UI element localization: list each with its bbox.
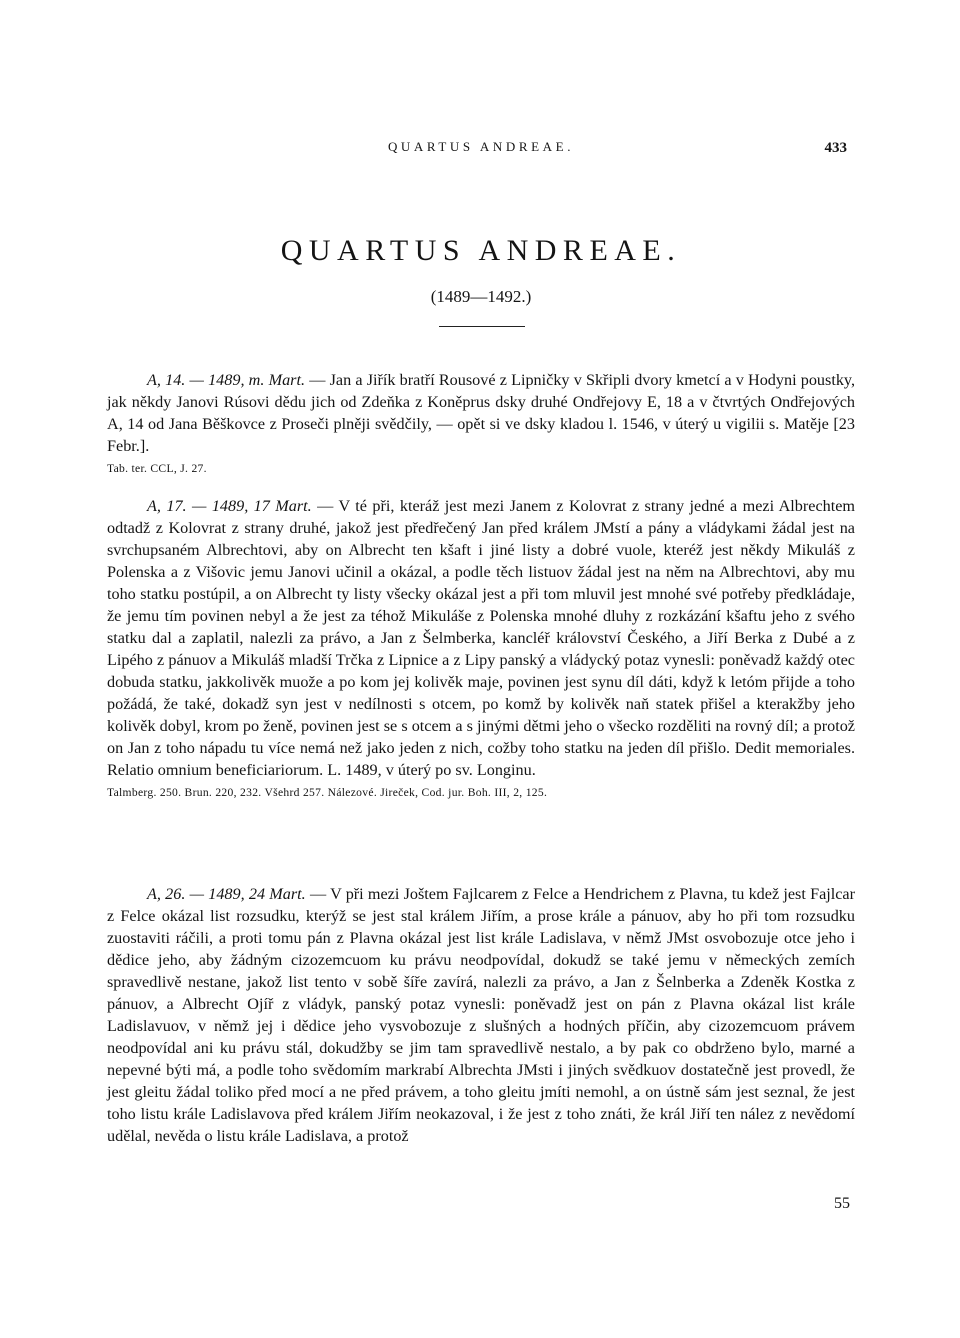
entry-date: A, 26. — 1489, 24 Mart.	[147, 885, 306, 903]
running-head	[107, 139, 855, 159]
entry-paragraph	[107, 495, 855, 781]
entry-paragraph	[107, 883, 855, 1147]
page-number: 433	[824, 140, 847, 156]
entry-text: — Jan a Jiřík bratří Rousové z Lipničky v Skřipli dvory kmetcí a v Hodyni poustky, jak někdy Janovi Rúsovi dědu jich od Zdeňka z Koněprus dsky druhé Ondřejovy E, 18 a v čtvrtých Ondřejových A, 14 od Jana Běškovce z Proseči plněji svědčily, — opět si ve dsky kladou l. 1546, v úterý u vigilii s. Matěje [23 Febr.].	[107, 371, 856, 455]
document-page	[107, 0, 855, 1338]
record-entry	[107, 883, 855, 1147]
entry-date: A, 17. — 1489, 17 Mart.	[147, 497, 312, 515]
record-entry	[107, 369, 855, 477]
entry-text: — V té při, kteráž jest mezi Janem z Kolovrat z strany jedné a mezi Albrechtem odtadž z Kolovrat z strany druhé, jakož jest předřečený Jan před králem JMstí a pány a vládykami žádal jest na svrchupsaném Albrechtovi, aby on Albrecht ten kšaft i jiné listy a dobré vuole, kteréž jest někdy Mikuláš z Polenska a z Višovic jemu Janovi učinil a okázal, a podle těch listuov žádal jest na něm na Albrechtovi, aby mu toho statku postúpil, a on Albrecht ty listy všecky okázal jest a při tom mluvil jest mnohé své potřeby předkládaje, že jemu tím povinen nebyl a že jest za téhož Mikuláše z Polenska mnohé dluhy z rozkázání kšaftu jeho z svého statku dal a zaplatil, nalezli za právo, a Jan z Šelmberka, kancléř království Českého, a Jiří Berka z Dubé a z Lipého z pánuov a Mikuláš mladší Trčka z Lipnice a z Lipy panský a vládycký potaz vynesli: poněvadž každý otec dobuda statku, jakkolivěk muože a po kom jej kolivěk maje, povinen jest synu díl dáti, když k letóm přijde a toho požádá, že také, dokadž syn jest v nedílnosti s otcem, po komž by kolivěk naň statek přišel a kterakžby jeho kolivěk dobyl, krom po ženě, povinen jest se s otcem a s jinými dětmi jeho o všecko rozděliti na rovný díl; a protož on Jan z toho nápadu tu více nemá než jako jeden z nich, cožby toho statku na jeden díl přišlo. Dedit memoriales. Relatio omnium beneficiariorum. L. 1489, v úterý po sv. Longinu.	[107, 497, 856, 779]
entry-source: Talmberg. 250. Brun. 220, 232. Všehrd 257. Nálezové. Jireček, Cod. jur. Boh. III, 2, 125.	[107, 786, 548, 799]
entry-paragraph	[107, 369, 855, 457]
signature-mark: 55	[834, 1195, 850, 1212]
title-divider	[439, 326, 525, 327]
running-title: QUARTUS ANDREAE.	[387, 139, 575, 154]
entry-source: Tab. ter. CCL, J. 27.	[107, 462, 207, 475]
section-title: QUARTUS ANDREAE.	[280, 234, 682, 267]
entry-date: A, 14. — 1489, m. Mart.	[147, 371, 306, 389]
section-date-range: (1489—1492.)	[430, 287, 532, 306]
entry-text: — V při mezi Joštem Fajlcarem z Felce a Hendrichem z Plavna, tu kdež jest Fajlcar z Felce okázal list rozsudku, kterýž se jest stal králem Jiřím, a prose krále a pánuov, aby ho při tom rozsudku zuostaviti ráčili, a proti tomu pán z Plavna okázal jest list krále Ladislava, v němž JMst osvobozuje otce jeho i dědice jeho, aby žádným cizozemcuom ku právu neodpovídal, dokudž se také jemu v německých zemích spravedlivě nestane, jakož list tento v sobě šíře zavírá, nalezli za právo, a Jan z Šelnberka a Zdeněk Kostka z pánuov, a Albrecht Ojíř z vládyk, panský potaz vynesli: poněvadž jest on pán z Plavna okázal list krále Ladislavuov, v němž jej i dědice jeho vysvobozuje z slušných a hodných příčin, aby cizozemcuom právem neodpovídal ani ku právu stál, dokudžby se jim tam spravedlivě nestalo, a by pak co obdrženo bylo, marné a nepevné býti má, a podle toho svědomím markrabí Albrechta JMsti i jiných svědkuov dostatečně jest provedl, že jest gleitu žádal toliko před mocí a ne před právem, a toho gleitu jmíti nemohl, a on ústně sám jest seznal, že jest toho listu krále Ladislavova před králem Jiřím neokazoval, i že jest z toho znáti, že král Jiří ten nález z nevědomí udělal, nevěda o listu krále Ladislava, a protož	[107, 885, 856, 1145]
record-entry	[107, 495, 855, 801]
